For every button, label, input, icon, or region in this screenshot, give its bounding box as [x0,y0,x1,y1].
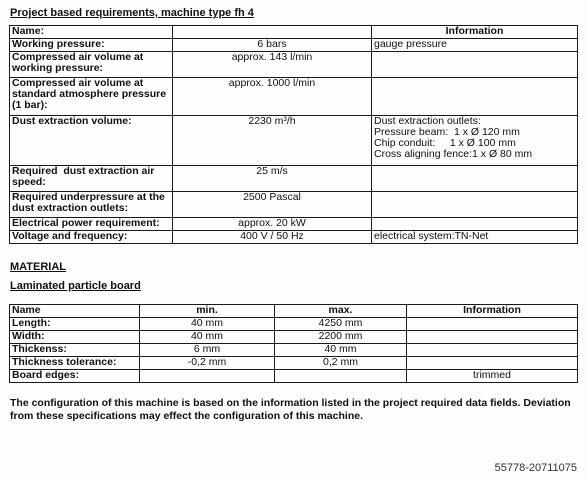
header-name: Name: [10,26,173,39]
table-row [10,318,578,331]
table-row [10,370,578,383]
row-max: 4250 mm [275,318,407,331]
row-info [407,344,578,357]
table-header-row [10,26,578,39]
info-line: Chip conduit: 1 x Ø 100 mm [374,137,516,149]
machine-requirements-table [9,25,578,244]
material-table [9,304,578,383]
table-row [10,344,578,357]
row-value: 6 bars [173,39,372,52]
row-label: Thickness tolerance: [10,357,140,370]
row-info [407,331,578,344]
row-info [372,78,578,116]
row-label: Board edges: [10,370,140,383]
row-info [372,166,578,192]
header-max: max. [275,305,407,318]
material-heading: MATERIAL [10,261,67,273]
table-row [10,357,578,370]
row-label: Compressed air volume at working pressure: [10,52,173,78]
row-value: approx. 20 kW [173,218,372,231]
row-label: Thickenss: [10,344,140,357]
row-min: 40 mm [140,331,275,344]
row-value: 25 m/s [173,166,372,192]
row-info [372,52,578,78]
header-information: Information [372,26,578,39]
table-row [10,52,578,78]
row-info: trimmed [407,370,578,383]
row-label: Width: [10,331,140,344]
row-info [407,318,578,331]
row-min [140,370,275,383]
header-information: Information [407,305,578,318]
row-min: 6 mm [140,344,275,357]
row-info [372,218,578,231]
document-title: Project based requirements, machine type fh 4 [10,7,254,19]
header-name: Name [10,305,140,318]
info-line: Cross aligning fence:1 x Ø 80 mm [374,148,533,160]
header-min: min. [140,305,275,318]
row-info [407,357,578,370]
row-value: 400 V / 50 Hz [173,231,372,244]
row-label: Compressed air volume at standard atmosphere pressure (1 bar): [10,78,173,116]
row-value: approx. 143 l/min [173,52,372,78]
row-max: 0,2 mm [275,357,407,370]
row-info: gauge pressure [372,39,578,52]
row-max: 40 mm [275,344,407,357]
info-line: Dust extraction outlets: [374,115,481,127]
row-label: Working pressure: [10,39,173,52]
table-header-row [10,305,578,318]
row-info [372,192,578,218]
row-min: -0,2 mm [140,357,275,370]
configuration-note: The configuration of this machine is based on the information listed in the project required data fields. Deviation from these specifications may effect the configuration of this machine. [10,397,571,422]
table-row [10,166,578,192]
table-row [10,331,578,344]
row-label: Voltage and frequency: [10,231,173,244]
row-label: Length: [10,318,140,331]
row-label: Electrical power requirement: [10,218,173,231]
header-value [173,26,372,39]
row-info: electrical system:TN-Net [372,231,578,244]
table-row [10,218,578,231]
row-value: approx. 1000 l/min [173,78,372,116]
row-value: 2500 Pascal [173,192,372,218]
row-min: 40 mm [140,318,275,331]
row-info [372,116,578,166]
board-heading: Laminated particle board [10,280,141,292]
row-label: Dust extraction volume: [10,116,173,166]
info-line: Pressure beam: 1 x Ø 120 mm [374,126,520,138]
table-row [10,231,578,244]
table-row [10,192,578,218]
row-max: 2200 mm [275,331,407,344]
row-label: Required underpressure at the dust extraction outlets: [10,192,173,218]
row-value: 2230 m³/h [173,116,372,166]
row-max [275,370,407,383]
table-row [10,39,578,52]
table-row [10,78,578,116]
table-row [10,116,578,166]
row-label: Required dust extraction air speed: [10,166,173,192]
reference-id: 55778-20711075 [494,462,577,474]
